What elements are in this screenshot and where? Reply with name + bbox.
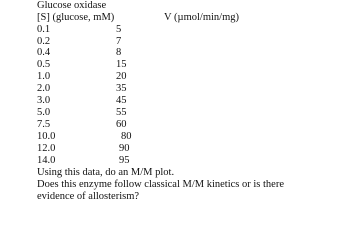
v-value: 80: [121, 131, 132, 142]
v-value: 15: [116, 59, 127, 70]
s-value: 1.0: [37, 71, 51, 82]
s-value: 0.5: [37, 59, 51, 70]
s-value: 0.2: [37, 36, 51, 47]
s-value: 14.0: [37, 155, 56, 166]
v-value: 8: [116, 47, 122, 58]
v-value: 55: [116, 107, 127, 118]
v-value: 60: [116, 119, 127, 130]
v-value: 35: [116, 83, 127, 94]
s-value: 12.0: [37, 143, 56, 154]
question-text-line1: Does this enzyme follow classical M/M kinetics or is there: [37, 179, 284, 190]
s-value: 0.4: [37, 47, 51, 58]
s-value: 5.0: [37, 107, 51, 118]
s-value: 0.1: [37, 24, 51, 35]
v-value: 5: [116, 24, 122, 35]
s-value: 2.0: [37, 83, 51, 94]
s-value: 3.0: [37, 95, 51, 106]
doc-title: Glucose oxidase: [37, 0, 107, 11]
column-header-velocity: V (µmol/min/mg): [164, 12, 239, 23]
v-value: 90: [119, 143, 130, 154]
v-value: 20: [116, 71, 127, 82]
v-value: 45: [116, 95, 127, 106]
instruction-text: Using this data, do an M/M plot.: [37, 167, 175, 178]
column-header-substrate: [S] (glucose, mM): [37, 12, 115, 23]
s-value: 10.0: [37, 131, 56, 142]
question-text-line2: evidence of allosterism?: [37, 191, 140, 202]
v-value: 95: [119, 155, 130, 166]
v-value: 7: [116, 36, 122, 47]
s-value: 7.5: [37, 119, 51, 130]
